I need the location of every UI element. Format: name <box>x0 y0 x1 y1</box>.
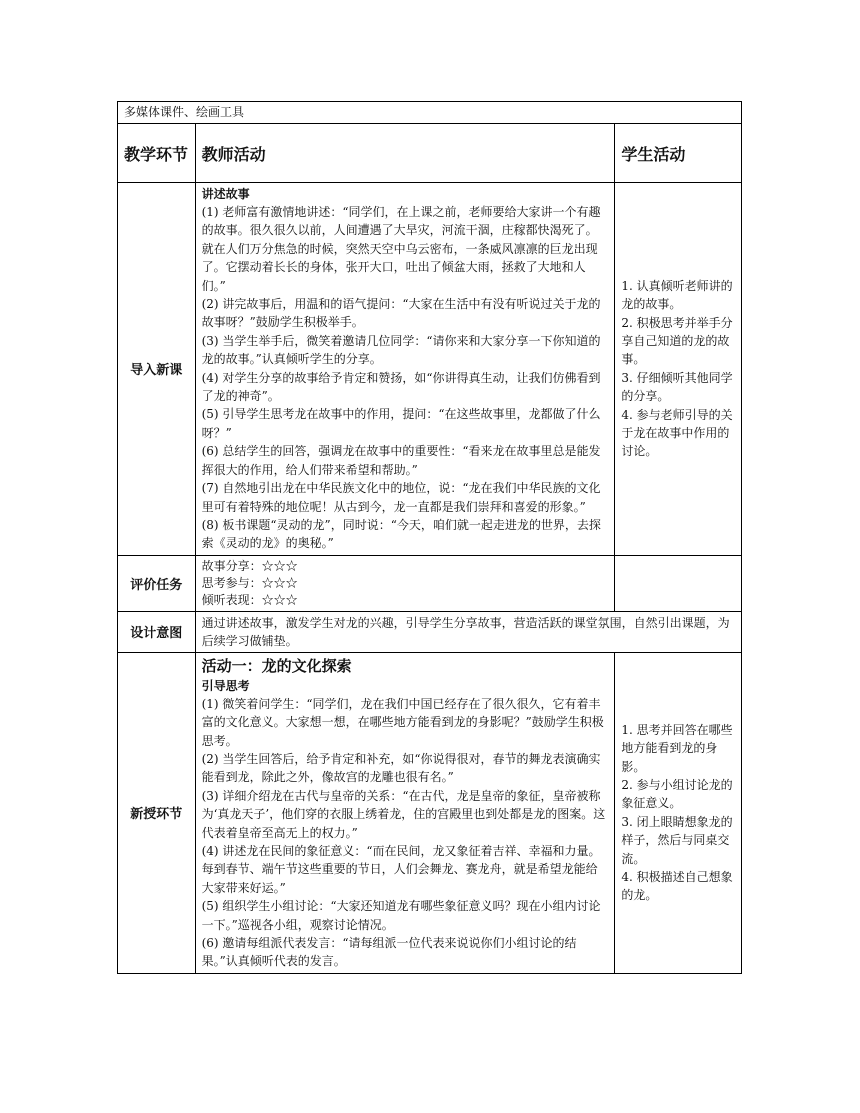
intro-student-cell <box>615 183 742 556</box>
intro-item: (8) 板书课题“灵动的龙”，同时说：“今天，咱们就一起走进龙的世界，去探索《灵动的龙》的奥秘。” <box>201 517 601 551</box>
intro-row <box>118 183 742 556</box>
intro-item: (5) 引导学生思考龙在故事中的作用，提问：“在这些故事里，龙都做了什么呀？” <box>201 407 601 440</box>
new-lesson-item: (5) 组织学生小组讨论：“大家还知道龙有哪些象征意义吗？现在小组内讨论一下。”巡视各小组，观察讨论情况。 <box>201 899 601 932</box>
new-lesson-student-cell <box>615 652 742 973</box>
new-lesson-item: (2) 当学生回答后，给予肯定和补充，如“你说得很对，春节的舞龙表演确实能看到龙，除此之外，像故宫的龙雕也很有名。” <box>201 751 601 785</box>
intro-item: (1) 老师富有激情地讲述：“同学们，在上课之前，老师要给大家讲一个有趣的故事。很久很久以前，人间遭遇了大旱灾，河流干涸，庄稼都快渴死了。就在人们万分焦急的时候，突然天空中乌云密布，一条威风凛凛的巨龙出现了。它摆动着长长的身体，张开大口，吐出了倾盆大雨，拯救了大地和人们。” <box>201 205 601 293</box>
new-lesson-row <box>118 652 742 973</box>
intro-student-item: 3. 仔细倾听其他同学的分享。 <box>621 370 733 404</box>
intro-student-item: 2. 积极思考并举手分享自己知道的龙的故事。 <box>621 315 733 367</box>
evaluation-empty-cell <box>615 555 742 611</box>
rating-thinking: 思考参与：☆☆☆ <box>201 575 298 590</box>
design-text: 通过讲述故事，激发学生对龙的兴趣，引导学生分享故事，营造活跃的课堂氛围，自然引出课题，为后续学习做铺垫。 <box>195 611 741 652</box>
new-lesson-student-item: 1. 思考并回答在哪些地方能看到龙的身影。 <box>621 722 733 774</box>
lesson-plan-table <box>117 101 742 974</box>
new-lesson-student-item: 3. 闭上眼睛想象龙的样子，然后与同桌交流。 <box>621 814 733 866</box>
intro-item: (4) 对学生分享的故事给予肯定和赞扬，如“你讲得真生动，让我们仿佛看到了龙的神奇”。 <box>201 370 601 404</box>
evaluation-label: 评价任务 <box>118 555 196 611</box>
intro-item: (7) 自然地引出龙在中华民族文化中的地位，说：“龙在我们中华民族的文化里可有着特殊的地位呢！从古到今，龙一直都是我们崇拜和喜爱的形象。” <box>201 481 601 514</box>
rating-listening: 倾听表现：☆☆☆ <box>201 592 298 607</box>
intro-item: (6) 总结学生的回答，强调龙在故事中的重要性：“看来龙在故事里总是能发挥很大的作用，给人们带来希望和帮助。” <box>201 444 601 477</box>
new-lesson-item: (6) 邀请每组派代表发言：“请每组派一位代表来说说你们小组讨论的结果。”认真倾听代表的发言。 <box>201 936 577 969</box>
new-lesson-item: (1) 微笑着问学生：“同学们，龙在我们中国已经存在了很久很久，它有着丰富的文化意义。大家想一想，在哪些地方能看到龙的身影呢？”鼓励学生积极思考。 <box>201 696 604 748</box>
materials-row <box>118 102 742 124</box>
design-label: 设计意图 <box>118 611 196 652</box>
header-student: 学生活动 <box>615 124 742 183</box>
new-lesson-teacher-cell <box>195 652 615 973</box>
new-lesson-label: 新授环节 <box>118 652 196 973</box>
header-stage: 教学环节 <box>118 124 196 183</box>
activity-title: 活动一：龙的文化探索 <box>201 656 352 675</box>
header-row <box>118 124 742 183</box>
new-lesson-item: (4) 讲述龙在民间的象征意义：“而在民间，龙又象征着吉祥、幸福和力量。每到春节、端午节这些重要的节日，人们会舞龙、赛龙舟，就是希望龙能给大家带来好运。” <box>201 843 601 895</box>
new-lesson-student-item: 2. 参与小组讨论龙的象征意义。 <box>621 777 733 811</box>
evaluation-row <box>118 555 742 611</box>
design-row <box>118 611 742 652</box>
intro-label: 导入新课 <box>118 183 196 556</box>
header-teacher: 教师活动 <box>195 124 615 183</box>
new-lesson-student-item: 4. 积极描述自己想象的龙。 <box>621 869 733 903</box>
intro-teacher-cell <box>195 183 615 556</box>
intro-item: (3) 当学生举手后，微笑着邀请几位同学：“请你来和大家分享一下你知道的龙的故事。”认真倾听学生的分享。 <box>201 333 601 367</box>
new-lesson-subtitle: 引导思考 <box>201 678 250 693</box>
intro-student-item: 1. 认真倾听老师讲的龙的故事。 <box>621 278 733 312</box>
evaluation-cell <box>195 555 615 611</box>
intro-student-item: 4. 参与老师引导的关于龙在故事中作用的讨论。 <box>621 407 733 459</box>
intro-item: (2) 讲完故事后，用温和的语气提问：“大家在生活中有没有听说过关于龙的故事呀？”鼓励学生积极举手。 <box>201 297 601 330</box>
materials-cell: 多媒体课件、绘画工具 <box>118 102 742 124</box>
new-lesson-item: (3) 详细介绍龙在古代与皇帝的关系：“在古代，龙是皇帝的象征，皇帝被称为‘真龙天子’，他们穿的衣服上绣着龙，住的宫殿里也到处都是龙的图案。这代表着皇帝至高无上的权力。” <box>201 788 606 840</box>
rating-story: 故事分享：☆☆☆ <box>201 558 298 573</box>
intro-subtitle: 讲述故事 <box>201 187 250 201</box>
